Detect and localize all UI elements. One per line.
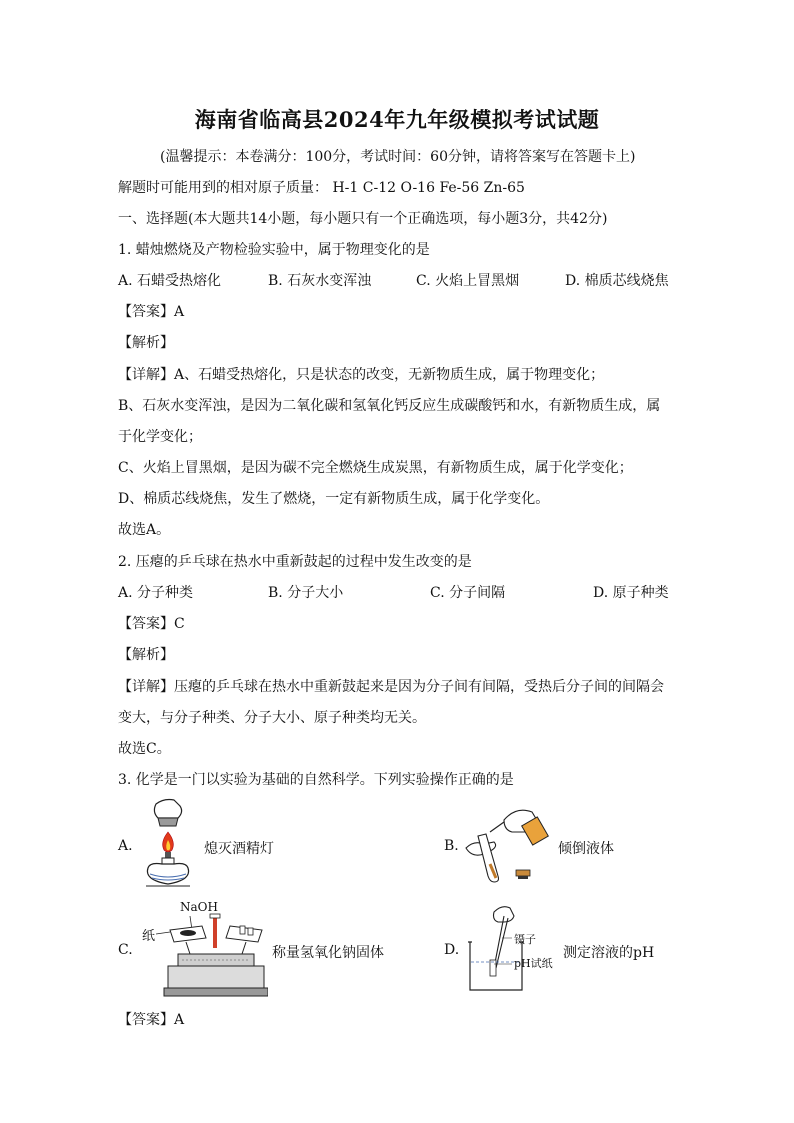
q2-option-a: A. 分子种类 — [118, 585, 194, 601]
q1-detail-2a: B、石灰水变浑浊，是因为二氧化碳和氢氧化钙反应生成碳酸钙和水，有新物质生成，属 — [118, 398, 661, 414]
q2-stem: 2. 压瘪的乒乓球在热水中重新鼓起的过程中发生改变的是 — [118, 554, 472, 570]
section-heading: 一、选择题(本大题共14小题，每小题只有一个正确选项，每小题3分，共42分) — [118, 211, 608, 227]
q3-option-c-letter: C. — [118, 942, 133, 958]
q3-stem: 3. 化学是一门以实验为基础的自然科学。下列实验操作正确的是 — [118, 772, 514, 788]
q3-option-a-text: 熄灭酒精灯 — [204, 841, 274, 857]
q3-option-b-letter: B. — [444, 838, 459, 854]
q1-option-a: A. 石蜡受热熔化 — [118, 273, 222, 289]
q3-option-a-letter: A. — [118, 838, 133, 854]
naoh-label: NaOH — [180, 900, 218, 914]
q3-option-d-letter: D. — [444, 942, 460, 958]
q1-detail-2b: 于化学变化； — [118, 429, 202, 445]
q1-option-c: C. 火焰上冒黑烟 — [416, 273, 520, 289]
page-title: 海南省临高县2024年九年级模拟考试试题 — [194, 107, 600, 132]
tweezers-label: 镊子 — [514, 933, 536, 946]
q2-detail-2: 变大，与分子种类、分子大小、原子种类均无关。 — [118, 710, 426, 726]
q3-option-c-text: 称量氢氧化钠固体 — [272, 945, 384, 961]
ph-test-figure — [464, 902, 530, 996]
atomic-masses: 解题时可能用到的相对原子质量： H-1 C-12 O-16 Fe-56 Zn-65 — [118, 180, 525, 196]
q1-option-b: B. 石灰水变浑浊 — [268, 273, 372, 289]
q1-option-d: D. 棉质芯线烧焦 — [565, 273, 669, 289]
q2-detail-1: 【详解】压瘪的乒乓球在热水中重新鼓起来是因为分子间有间隔，受热后分子间的间隔会 — [118, 679, 664, 695]
balance-figure — [156, 912, 268, 1000]
q3-option-d-text: 测定溶液的pH — [563, 945, 655, 961]
paper-label: 纸 — [142, 929, 156, 944]
q3-option-b-text: 倾倒液体 — [558, 841, 614, 857]
q1-analysis: 【解析】 — [118, 335, 174, 351]
exam-notice: (温馨提示：本卷满分：100分，考试时间：60分钟，请将答案写在答题卡上) — [160, 149, 636, 165]
q1-conclusion: 故选A。 — [118, 522, 171, 538]
q2-analysis: 【解析】 — [118, 647, 174, 663]
q2-conclusion: 故选C。 — [118, 741, 171, 757]
q2-option-b: B. 分子大小 — [268, 585, 344, 601]
q1-detail-3: C、火焰上冒黑烟，是因为碳不完全燃烧生成炭黑，有新物质生成，属于化学变化； — [118, 460, 633, 476]
q3-answer: 【答案】A — [118, 1012, 185, 1028]
ph-paper-label: pH试纸 — [514, 957, 553, 970]
q1-answer: 【答案】A — [118, 304, 185, 320]
alcohol-lamp-figure — [140, 796, 194, 890]
q1-detail-4: D、棉质芯线烧焦，发生了燃烧，一定有新物质生成，属于化学变化。 — [118, 491, 550, 507]
q1-stem: 1. 蜡烛燃烧及产物检验实验中，属于物理变化的是 — [118, 242, 430, 258]
q2-answer: 【答案】C — [118, 616, 185, 632]
q1-detail-1: 【详解】A、石蜡受热熔化，只是状态的改变，无新物质生成，属于物理变化； — [118, 367, 605, 383]
q2-option-d: D. 原子种类 — [593, 585, 669, 601]
q2-option-c: C. 分子间隔 — [430, 585, 506, 601]
pouring-liquid-figure — [464, 802, 554, 888]
